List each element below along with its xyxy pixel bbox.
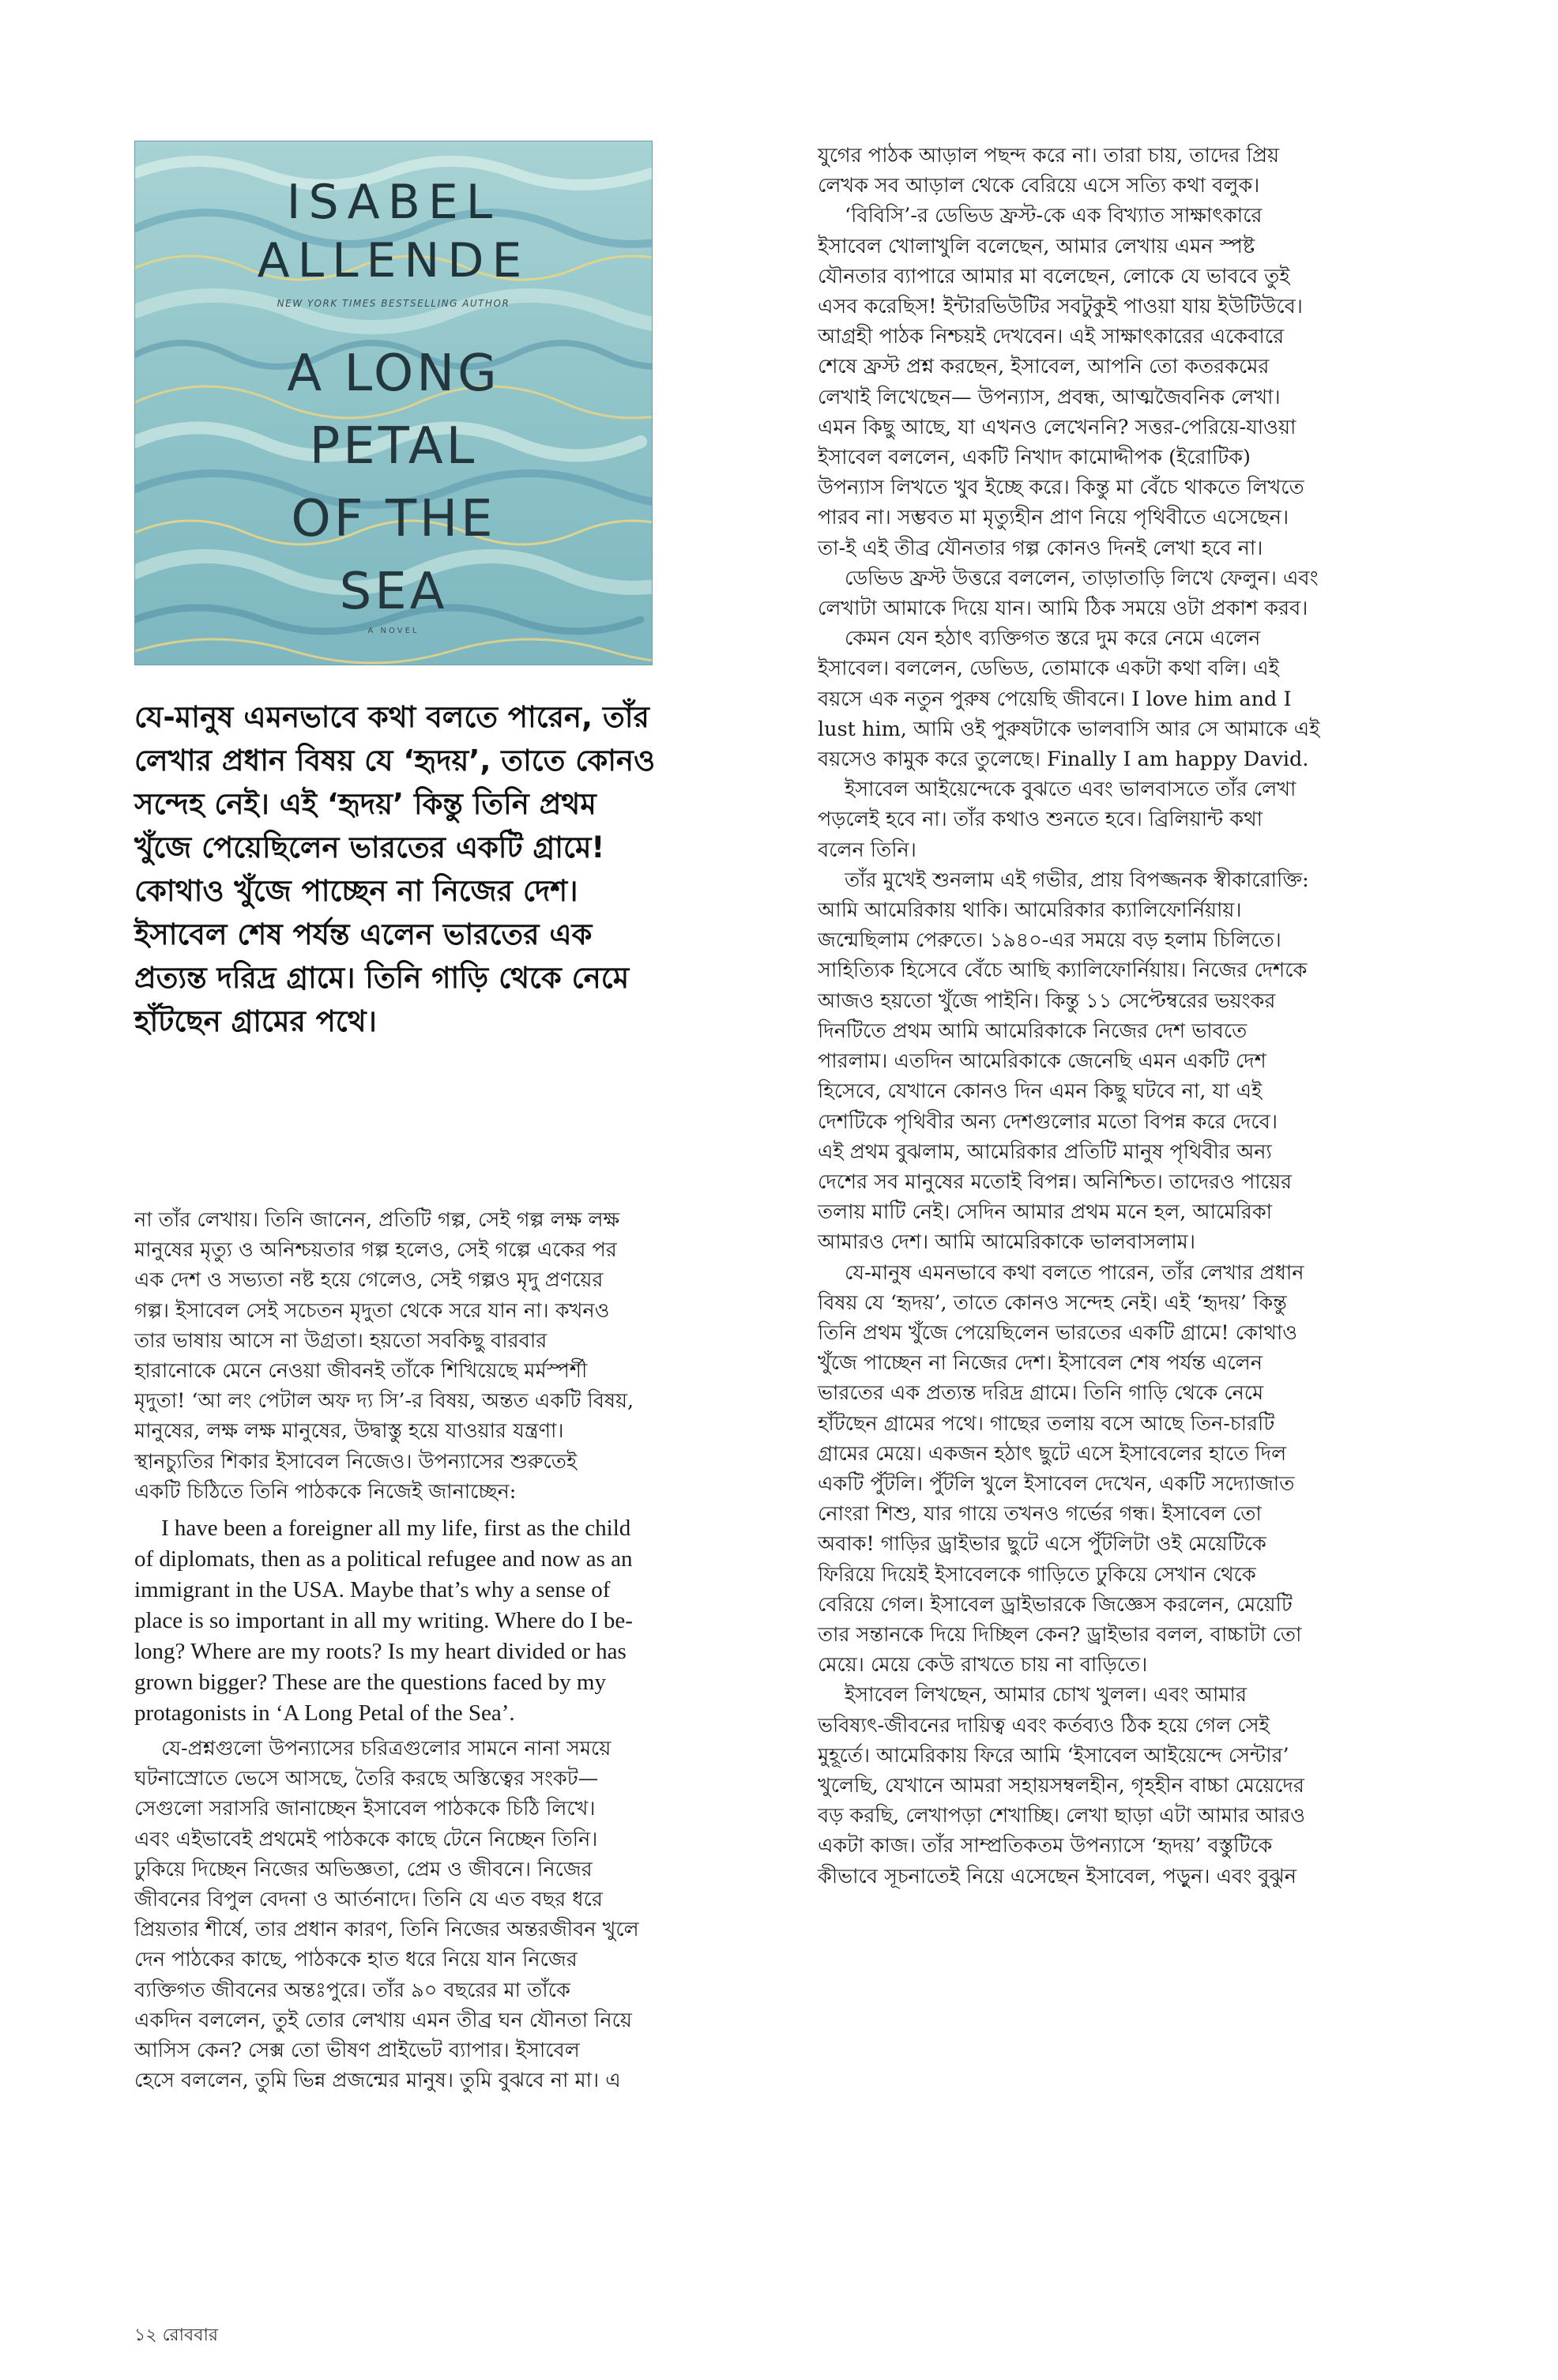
text-line: ভারতের এক প্রত্যন্ত দরিদ্র গ্রামে। তিনি গাড়ি থেকে নেমে — [818, 1381, 1264, 1406]
text-line: এসব করেছিস! ইন্টারভিউটির সবটুকুই পাওয়া যায় ইউটিউবে। — [818, 295, 1303, 319]
text-line: একটি চিঠিতে তিনি পাঠককে নিজেই জানাচ্ছেন: — [134, 1479, 517, 1504]
pull-quote-line: সন্দেহ নেই। এই ‘হৃদয়’ কিন্তু তিনি প্রথম — [134, 787, 596, 821]
text-line: ঘটনাস্রোতে ভেসে আসছে, তৈরি করছে অস্তিত্বের সংকট— — [134, 1767, 599, 1791]
pull-quote — [134, 695, 703, 1043]
text-line: বেরিয়ে গেল। ইসাবেল ড্রাইভারকে জিজ্ঞেস করলেন, মেয়েটি — [818, 1592, 1293, 1617]
right-paragraph — [818, 1258, 1442, 1681]
pull-quote-line: হাঁটছেন গ্রামের পথে। — [134, 1004, 377, 1038]
cover-subtitle: A NOVEL — [367, 627, 420, 635]
text-line: খুলেছি, যেখানে আমরা সহায়সম্বলহীন, গৃহহীন বাচ্চা মেয়েদের — [818, 1773, 1304, 1798]
text-line: ঢুকিয়ে দিচ্ছেন নিজের অভিজ্ঞতা, প্রেম ও জীবনে। নিজের — [134, 1857, 593, 1881]
text-line: ব্যক্তিগত জীবনের অন্তঃপুরে। তাঁর ৯০ বছরের মা তাঁকে — [134, 1978, 570, 2002]
right-paragraph — [818, 201, 1442, 563]
text-line: না তাঁর লেখায়। তিনি জানেন, প্রতিটি গল্প, সেই গল্প লক্ষ লক্ষ — [134, 1208, 620, 1232]
text-line: ইসাবেল লিখছেন, আমার চোখ খুলল। এবং আমার — [845, 1683, 1247, 1708]
english-letter-quote — [134, 1513, 723, 1729]
text-line: যে-প্রশ্নগুলো উপন্যাসের চরিত্রগুলোর সামনে নানা সময়ে — [161, 1737, 612, 1761]
text-line: জন্মেছিলাম পেরুতে। ১৯৪০-এর সময়ে বড় হলাম চিলিতে। — [818, 928, 1281, 953]
text-line: আমি আমেরিকায় থাকি। আমেরিকার ক্যালিফোর্নিয়ায়। — [818, 898, 1242, 923]
text-line: ইসাবেল খোলাখুলি বলেছেন, আমার লেখায় এমন স্পষ্ট — [818, 234, 1255, 258]
text-line: হেসে বললেন, তুমি ভিন্ন প্রজন্মের মানুষ। তুমি বুঝবে না মা। এ — [134, 2069, 621, 2093]
text-line: long? Where are my roots? Is my heart divided or has — [134, 1639, 627, 1665]
text-line: আগ্রহী পাঠক নিশ্চয়ই দেখবেন। এই সাক্ষাৎকারের একেবারে — [818, 325, 1285, 349]
text-line: এমন কিছু আছে, যা এখনও লেখেননি? সত্তর-পেরিয়ে-যাওয়া — [818, 415, 1296, 439]
text-line: কীভাবে সূচনাতেই নিয়ে এসেছেন ইসাবেল, পড়ুন। এবং বুঝুন — [818, 1864, 1296, 1889]
text-line: মানুষের মৃত্যু ও অনিশ্চয়তার গল্প হলেও, সেই গল্পে একের পর — [134, 1238, 617, 1263]
text-line: তলায় মাটি নেই। সেদিন আমার প্রথম মনে হল, আমেরিকা — [818, 1200, 1273, 1225]
text-line: যে-মানুষ এমনভাবে কথা বলতে পারেন, তাঁর লেখার প্রধান — [845, 1260, 1304, 1285]
right-paragraph — [818, 141, 1442, 201]
text-line: দেশের সব মানুষের মতোই বিপন্ন। অনিশ্চিত। তাদেরও পায়ের — [818, 1169, 1292, 1194]
text-line: জীবনের বিপুল বেদনা ও আর্তনাদে। তিনি যে এত বছর ধরে — [134, 1888, 603, 1912]
cover-title-line: OF THE — [291, 490, 496, 548]
pull-quote-line: যে-মানুষ এমনভাবে কথা বলতে পারেন, তাঁর — [134, 700, 649, 734]
text-line: দেশটিকে পৃথিবীর অন্য দেশগুলোর মতো বিপন্ন করে দেবে। — [818, 1109, 1278, 1134]
text-line: of diplomats, then as a political refugee and now as an — [134, 1546, 633, 1572]
text-line: দেন পাঠকের কাছে, পাঠককে হাত ধরে নিয়ে যান নিজের — [134, 1948, 578, 1972]
right-paragraph — [818, 774, 1442, 865]
text-line: যৌনতার ব্যাপারে আমার মা বলেছেন, লোকে যে ভাববে তুই — [818, 264, 1290, 288]
text-line: একটি পুঁটলি। পুঁটলি খুলে ইসাবেল দেখেন, একটি সদ্যোজাত — [818, 1471, 1295, 1496]
pull-quote-line: খুঁজে পেয়েছিলেন ভারতের একটি গ্রামে! — [134, 830, 605, 864]
left-paragraph-1 — [134, 1205, 723, 1507]
left-column — [134, 1205, 723, 2096]
text-line: সাহিত্যিক হিসেবে বেঁচে আছি ক্যালিফোর্নিয়ায়। নিজের দেশকে — [818, 958, 1308, 983]
text-line: immigrant in the USA. Maybe that’s why a sense of — [134, 1577, 611, 1603]
text-line: পড়লেই হবে না। তাঁর কথাও শুনতে হবে। ব্রিলিয়ান্ট কথা — [818, 808, 1263, 832]
text-line: এবং এইভাবেই প্রথমেই পাঠককে কাছে টেনে নিচ্ছেন তিনি। — [134, 1827, 598, 1851]
text-line: আজও হয়তো খুঁজে পাইনি। কিন্তু ১১ সেপ্টেম্বরের ভয়ংকর — [818, 989, 1276, 1013]
text-line: এক দেশ ও সভ্যতা নষ্ট হয়ে গেলেও, সেই গল্পও মৃদু প্রণয়ের — [134, 1268, 604, 1293]
text-line: ইসাবেল। বললেন, ডেভিড, তোমাকে একটা কথা বলি। এই — [818, 657, 1279, 681]
text-line: I have been a foreigner all my life, first as the child — [161, 1516, 631, 1542]
text-line: ডেভিড ফ্রস্ট উত্তরে বললেন, তাড়াতাড়ি লিখে ফেলুন। এবং — [845, 566, 1319, 590]
text-line: আমারও দেশ। আমি আমেরিকাকে ভালবাসলাম। — [818, 1230, 1195, 1255]
text-line: মানুষের, লক্ষ লক্ষ মানুষের, উদ্বাস্তু হয়ে যাওয়ার যন্ত্রণা। — [134, 1419, 564, 1444]
page-folio: ১২ রোববার — [134, 2325, 218, 2345]
text-line: তার সন্তানকে দিয়ে দিচ্ছিল কেন? ড্রাইভার বলল, বাচ্চাটা তো — [818, 1622, 1302, 1647]
cover-title-line: A LONG — [287, 345, 500, 403]
text-line: উপন্যাস লিখতে খুব ইচ্ছে করে। কিন্তু মা বেঁচে থাকতে লিখতে — [818, 476, 1304, 500]
left-paragraph-2 — [134, 1734, 723, 2096]
text-line: তাঁর মুখেই শুনলাম এই গভীর, প্রায় বিপজ্জনক স্বীকারোক্তি: — [845, 868, 1309, 892]
text-line: লেখক সব আড়াল থেকে বেরিয়ে এসে সত্যি কথা বলুক। — [818, 174, 1260, 198]
right-paragraph — [818, 1680, 1442, 1891]
text-line: ইসাবেল আইয়েন্দেকে বুঝতে এবং ভালবাসতে তাঁর লেখা — [845, 778, 1296, 802]
text-line: বড় করছি, লেখাপড়া শেখাচ্ছি। লেখা ছাড়া এটা আমার আরও — [818, 1804, 1305, 1828]
cover-author-first: ISABEL — [286, 175, 501, 230]
cover-title-line: PETAL — [309, 417, 478, 476]
right-paragraph — [818, 865, 1442, 1258]
text-line: শেষে ফ্রস্ট প্রশ্ন করছেন, ইসাবেল, আপনি তো কতরকমের — [818, 355, 1270, 379]
text-line: প্রিয়তার শীর্ষে, তার প্রধান কারণ, তিনি নিজের অন্তরজীবন খুলে — [134, 1918, 639, 1942]
pull-quote-line: কোথাও খুঁজে পাচ্ছেন না নিজের দেশ। — [134, 874, 578, 908]
cover-author — [135, 173, 652, 290]
text-line: লেখাই লিখেছেন— উপন্যাস, প্রবন্ধ, আত্মজৈবনিক লেখা। — [818, 385, 1281, 409]
text-line: তার ভাষায় আসে না উগ্রতা। হয়তো সবকিছু বারবার — [134, 1328, 548, 1353]
text-line: বিষয় যে ‘হৃদয়’, তাতে কোনও সন্দেহ নেই। এই ‘হৃদয়’ কিন্তু — [818, 1290, 1287, 1315]
text-line: ফিরিয়ে দিয়েই ইসাবেলকে গাড়িতে ঢুকিয়ে সেখান থেকে — [818, 1562, 1256, 1587]
book-cover-image — [134, 141, 653, 665]
cover-title — [135, 337, 652, 628]
text-line: যুগের পাঠক আড়াল পছন্দ করে না। তারা চায়, তাদের প্রিয় — [818, 144, 1279, 168]
text-line: মুহূর্তে। আমেরিকায় ফিরে আমি ‘ইসাবেল আইয়েন্দে সেন্টার’ — [818, 1743, 1289, 1768]
text-line: একদিন বললেন, তুই তোর লেখায় এমন তীব্র ঘন যৌনতা নিয়ে — [134, 2008, 632, 2032]
text-line: পারব না। সম্ভবত মা মৃত্যুহীন প্রাণ নিয়ে পৃথিবীতে এসেছেন। — [818, 506, 1289, 530]
text-line: বয়সে এক নতুন পুরুষ পেয়েছি জীবনে। I love him and I — [818, 687, 1292, 711]
text-line: বলেন তিনি। — [818, 838, 916, 862]
text-line: সেগুলো সরাসরি জানাচ্ছেন ইসাবেল পাঠককে চিঠি লিখে। — [134, 1797, 596, 1821]
text-line: অবাক! গাড়ির ড্রাইভার ছুটে এসে পুঁটলিটা ওই মেয়েটিকে — [818, 1532, 1266, 1557]
text-line: মেয়ে। মেয়ে কেউ রাখতে চায় না বাড়িতে। — [818, 1653, 1148, 1678]
text-line: হাঁটছেন গ্রামের পথে। গাছের তলায় বসে আছে তিন-চারটি — [818, 1411, 1275, 1436]
text-line: তিনি প্রথম খুঁজে পেয়েছিলেন ভারতের একটি গ্রামে! কোথাও — [818, 1320, 1297, 1345]
cover-tagline: NEW YORK TIMES BESTSELLING AUTHOR — [277, 298, 510, 309]
text-line: আসিস কেন? সেক্স তো ভীষণ প্রাইভেট ব্যাপার। ইসাবেল — [134, 2039, 580, 2063]
text-line: একটা কাজ। তাঁর সাম্প্রতিকতম উপন্যাসে ‘হৃদয়’ বস্তুটিকে — [818, 1834, 1273, 1858]
pull-quote-line: ইসাবেল শেষ পর্যন্ত এলেন ভারতের এক — [134, 917, 593, 951]
right-column — [818, 141, 1442, 1892]
text-line: হিসেবে, যেখানে কোনও দিন এমন কিছু ঘটবে না, যা এই — [818, 1079, 1263, 1104]
cover-title-line: SEA — [339, 563, 448, 621]
text-line: বয়সেও কামুক করে তুলেছে। Finally I am happy David. — [818, 748, 1309, 772]
text-line: এই প্রথম বুঝলাম, আমেরিকার প্রতিটি মানুষ পৃথিবীর অন্য — [818, 1139, 1272, 1164]
text-line: স্থানচ্যুতির শিকার ইসাবেল নিজেও। উপন্যাসের শুরুতেই — [134, 1449, 578, 1474]
pull-quote-line: প্রত্যন্ত দরিদ্র গ্রামে। তিনি গাড়ি থেকে নেমে — [134, 961, 630, 995]
text-line: grown bigger? These are the questions faced by my — [134, 1670, 606, 1696]
text-line: লেখাটা আমাকে দিয়ে যান। আমি ঠিক সময়ে ওটা প্রকাশ করব। — [818, 597, 1308, 621]
text-line: place is so important in all my writing. Where do I be- — [134, 1608, 633, 1634]
text-line: ইসাবেল বললেন, একটি নিখাদ কামোদ্দীপক (ইরোটিক) — [818, 446, 1251, 470]
text-line: খুঁজে পাচ্ছেন না নিজের দেশ। ইসাবেল শেষ পর্যন্ত এলেন — [818, 1351, 1263, 1376]
pull-quote-line: লেখার প্রধান বিষয় যে ‘হৃদয়’, তাতে কোনও — [134, 744, 656, 778]
text-line: মৃদুতা! ‘আ লং পেটাল অফ দ্য সি’-র বিষয়, অন্তত একটি বিষয়, — [134, 1389, 634, 1414]
right-paragraph — [818, 623, 1442, 774]
text-line: ভবিষ্যৎ-জীবনের দায়িত্ব এবং কর্তব্যও ঠিক হয়ে গেল সেই — [818, 1713, 1270, 1738]
right-paragraph — [818, 563, 1442, 623]
text-line: হারানোকে মেনে নেওয়া জীবনই তাঁকে শিখিয়েছে মর্মস্পর্শী — [134, 1359, 588, 1384]
text-line: নোংরা শিশু, যার গায়ে তখনও গর্ভের গন্ধ। ইসাবেল তো — [818, 1502, 1262, 1527]
text-line: গ্রামের মেয়ে। একজন হঠাৎ ছুটে এসে ইসাবেলের হাতে দিল — [818, 1441, 1287, 1466]
text-line: ‘বিবিসি’-র ডেভিড ফ্রস্ট-কে এক বিখ্যাত সাক্ষাৎকারে — [845, 204, 1263, 228]
text-line: তা-ই এই তীব্র যৌনতার গল্প কোনও দিনই লেখা হবে না। — [818, 536, 1263, 560]
text-line: গল্প। ইসাবেল সেই সচেতন মৃদুতা থেকে সরে যান না। কখনও — [134, 1298, 610, 1323]
text-line: পারলাম। এতদিন আমেরিকাকে জেনেছি এমন একটি দেশ — [818, 1049, 1266, 1074]
text-line: দিনটিতে প্রথম আমি আমেরিকাকে নিজের দেশ ভাবতে — [818, 1019, 1248, 1043]
text-line: protagonists in ‘A Long Petal of the Sea’. — [134, 1700, 515, 1727]
text-line: কেমন যেন হঠাৎ ব্যক্তিগত স্তরে দুম করে নেমে এলেন — [845, 627, 1261, 651]
text-line: lust him, আমি ওই পুরুষটাকে ভালবাসি আর সে আমাকে এই — [818, 717, 1320, 741]
cover-author-last: ALLENDE — [257, 233, 530, 288]
